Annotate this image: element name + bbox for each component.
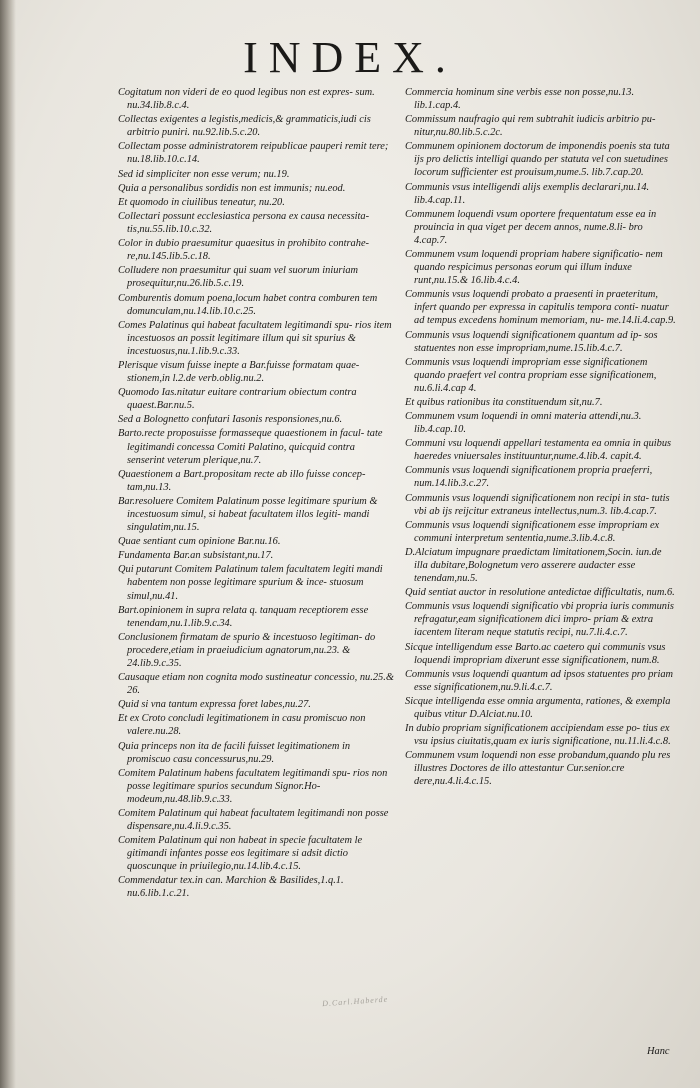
index-entry: Sicque intelligendum esse Barto.ac caetero qui communis vsus loquendi impropriam dixerunt esse significationem, num.8. (405, 641, 666, 666)
index-entry: Quid si vna tantum expressa foret labes,nu.27. (118, 699, 311, 711)
index-entry: Barto.recte proposuisse formasseque quaestionem in facul- tate legitimandi concessa Comiti Palatino, quicquid contra senserint veterum plerique,nu.7. (118, 428, 383, 466)
index-entry: Commendatur tex.in can. Marchion & Basilides,1.q.1. nu.6.lib.1.c.21. (118, 875, 344, 900)
index-entry: Communis vsus loquendi quantum ad ipsos statuentes pro priam esse significationem,nu.9.li.4.c.7. (405, 668, 674, 693)
index-entry: Comes Palatinus qui habeat facultatem legitimandi spu- rios item incestuosos an possit legitimare illum qui sit spurius & incestuosus,nu.1.lib.9.c.33. (118, 319, 392, 357)
index-entry: Quaestionem a Bart.propositam recte ab illo fuisse concep- tam,nu.13. (118, 468, 366, 493)
index-entry: Comitem Palatinum habens facultatem legitimandi spu- rios non posse legitimare spurios secundum Signor.Ho- modeum,nu.48.lib.9.c.33. (118, 767, 388, 805)
index-entry: Color in dubio praesumitur quaesitus in prohibito contrahe- re,nu.145.lib.5.c.18. (118, 238, 370, 263)
index-entry: Et ex Croto concludi legitimationem in casu promiscuo non valere.nu.28. (118, 713, 366, 738)
index-entry: Et quomodo in ciuilibus teneatur, nu.20. (118, 196, 285, 208)
index-entry: Communem vsum loquendi non esse probandum,quando plu res illustres Doctores de illo attestantur Cur.senior.cre dere,nu.4.li.4.c.15. (405, 750, 671, 788)
index-entry: Comburentis domum poena,locum habet contra comburen tem domunculam,nu.14.lib.10.c.25. (118, 292, 378, 317)
index-entry: Plerisque visum fuisse inepte a Bar.fuisse formatam quae- stionem,in l.2.de verb.oblig.nu.2. (118, 359, 360, 385)
index-entry: Collectam posse administratorem reipublicae pauperi remit tere; nu.18.lib.10.c.14. (118, 141, 389, 166)
page-title: INDEX. (243, 33, 457, 82)
index-entry: Communis vsus loquendi significationem esse impropriam ex communi interpretum sententia,nume.3.lib.4.c.8. (405, 519, 660, 544)
index-entry: Commissum naufragio qui rem subtrahit iudicis arbitrio pu- nitur,nu.80.lib.5.c.2c. (405, 114, 656, 139)
index-entry: Bar.resoluere Comitem Palatinum posse legitimare spurium & incestuosum simul, si habeat facultatem illos legiti- mandi singulatim,nu.15. (118, 495, 378, 533)
index-entry: Communis vsus intelligendi alijs exemplis declarari,nu.14. lib.4.cap.11. (405, 181, 650, 206)
index-entry: Communis vsus loquendi impropriam esse significationem quando praefert vel contra propriam esse significationem, nu.6.li.4.cap 4. (405, 356, 657, 394)
index-entry: Colludere non praesumitur qui suam vel suorum iniuriam prosequitur,nu.26.lib.5.c.19. (118, 265, 359, 290)
index-entry: Communis vsus loquendi probato a praesenti in praeteritum, infert quando per expressa in capitulis tempora conti- nuatur ad tempus excedens hominum memoriam, nu- me.14.li.4.cap.9. (405, 289, 676, 327)
index-entry: Communi vsu loquendi appellari testamenta ea omnia in quibus haeredes vniuersales instituuntur,nume.4.lib.4. capit.4. (405, 438, 672, 463)
index-entry: Communem opinionem doctorum de imponendis poenis sta tuta ijs pro delictis intelligi quando per statuta vel con suetudines locorum sufficienter est prouisum,nume.5. lib.7.cap.20. (405, 141, 670, 179)
index-entry: Comitem Palatinum qui non habeat in specie facultatem le gitimandi infantes posse eos legitimare si adsit dictio quoscunque in priuilegio,nu.14.lib.4.c.15. (118, 835, 363, 873)
binding-shadow (0, 0, 16, 1088)
index-entry: Communem vsum loquendi in omni materia attendi,nu.3. lib.4.cap.10. (405, 411, 642, 436)
index-entry: Communem vsum loquendi propriam habere significatio- nem quando respicimus personas eorum qui illum induxe runt,nu.15.& 16.lib.4.c.4. (405, 249, 663, 287)
index-entry: Commercia hominum sine verbis esse non posse,nu.13. lib.1.cap.4. (405, 87, 635, 112)
index-entry: Quia princeps non ita de facili fuisset legitimationem in promiscuo casu concessurus,nu.29. (118, 740, 351, 765)
index-entry: Qui putarunt Comitem Palatinum talem facultatem legiti mandi habentem non posse legitimare spurium & ince- stuosum simul,nu.41. (118, 564, 383, 602)
index-column-left (118, 86, 394, 902)
index-entry: Collectas exigentes a legistis,medicis,& grammaticis,iudi cis arbitrio puniri. nu.92.lib.5.c.20. (118, 114, 371, 139)
index-entry: Sed id simpliciter non esse verum; nu.19. (118, 168, 290, 180)
index-entry: Fundamenta Bar.an subsistant,nu.17. (118, 550, 274, 562)
index-entry: Communis vsus loquendi significationem non recipi in sta- tutis vbi ab ijs reijcitur extraneus intellectus,num.3. lib.4.cap.7. (405, 492, 670, 517)
index-column-right (405, 86, 677, 790)
index-entry: Sed a Bolognetto confutari Iasonis responsiones,nu.6. (118, 414, 343, 426)
index-entry: Comitem Palatinum qui habeat facultatem legitimandi non posse dispensare,nu.4.li.9.c.35. (118, 808, 389, 833)
index-entry: Communem loquendi vsum oportere frequentatum esse ea in prouincia in qua viget per decem annos, nume.8.li- bro 4.cap.7. (405, 208, 657, 246)
index-entry: Bart.opinionem in supra relata q. tanquam receptiorem esse tenendam,nu.1.lib.9.c.34. (118, 604, 369, 629)
index-entry: Quomodo Ias.nitatur euitare contrarium obiectum contra quaest.Bar.nu.5. (118, 387, 357, 412)
index-entry: Collectari possunt ecclesiastica persona ex causa necessita- tis,nu.55.lib.10.c.32. (118, 210, 370, 236)
index-entry: Cogitatum non videri de eo quod legibus non est expres- sum. nu.34.lib.8.c.4. (118, 87, 375, 112)
index-entry: Quae sentiant cum opinione Bar.nu.16. (118, 536, 281, 548)
index-entry: Causaque etiam non cognita modo sustineatur concessio, nu.25.& 26. (118, 672, 394, 697)
index-entry: Communis vsus loquendi significatio vbi propria iuris communis refragatur,eam significationem dici impro- priam & extra iacentem literam neque statutis recipi, nu.7.li.4.c.7. (405, 601, 674, 639)
index-entry: Quia a personalibus sordidis non est immunis; nu.eod. (118, 182, 346, 194)
index-entry: Communis vsus loquendi significationem quantum ad ip- sos statuentes non esse impropriam,nume.15.lib.4.c.7. (405, 329, 658, 354)
index-entry: In dubio propriam significationem accipiendam esse po- tius ex vsu ipsius ciuitatis,quam ex iuris significatione, nu.11.li.4.c.8. (405, 723, 671, 748)
library-stamp: D.Carl.Haberde (321, 994, 389, 1009)
catchword: Hanc (647, 1046, 670, 1057)
index-entry: Sicque intelligenda esse omnia argumenta, rationes, & exempla quibus vtitur D.Alciat.nu.10. (405, 695, 671, 721)
index-entry: Communis vsus loquendi significationem propria praeferri, num.14.lib.3.c.27. (405, 465, 653, 490)
index-entry: Conclusionem firmatam de spurio & incestuoso legitiman- do procedere,etiam in praeiudicium agnatorum,nu.23. & 24.lib.9.c.35. (118, 631, 376, 669)
index-entry: Et quibus rationibus ita constituendum sit,nu.7. (405, 396, 603, 408)
index-entry: Quid sentiat auctor in resolutione antedictae difficultatis, num.6. (405, 587, 675, 599)
index-entry: D.Alciatum impugnare praedictam limitationem,Socin. iun.de illa dubitare,Bolognetum vero asserere audacter esse tenendam,nu.5. (405, 547, 662, 585)
